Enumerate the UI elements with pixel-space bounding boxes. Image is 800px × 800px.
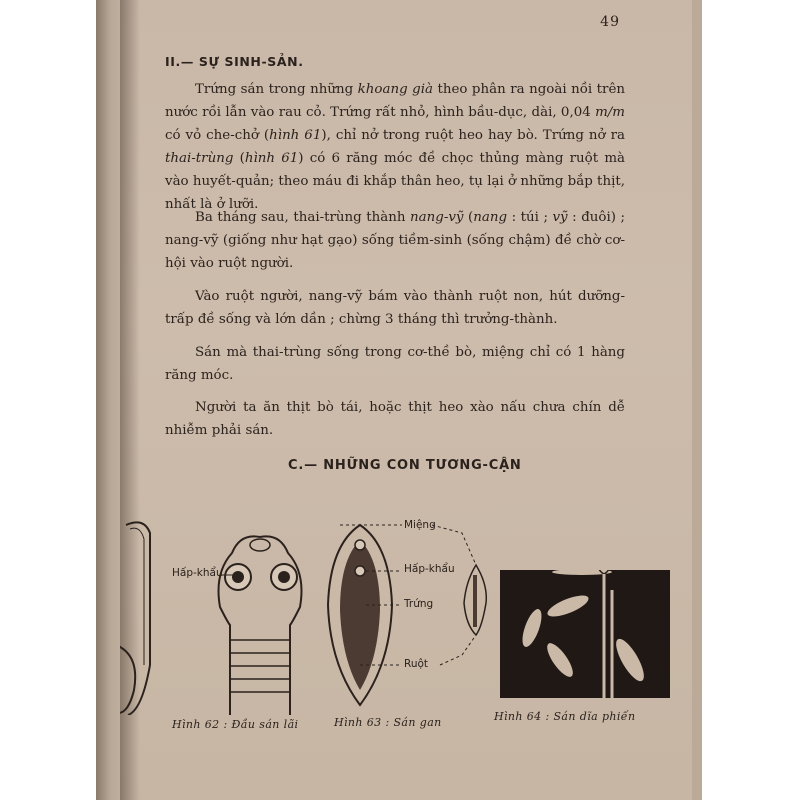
label-hap-khau-63: Hấp-khẩu [404,563,455,575]
text-run: Ba tháng sau, thai-trùng thành [195,210,411,225]
italic-run: hình 61 [269,128,322,143]
text-run: ) có 6 răng móc đề chọc thủng màng ruột mà vào huyết-quản; theo máu đi khắp thân heo, tụ lại ở những bắp thịt, nhất là ở lưỡi. [165,151,625,212]
text-run: Người ta ăn thịt bò tái, hoặc thịt heo xào nấu chưa chín dễ nhiễm phải sán. [165,400,625,438]
figure-64-pond-scene [500,570,680,700]
italic-run: m/m [595,105,625,120]
figure-62-tapeworm-head [120,515,340,715]
text-run: có vỏ che-chở ( [165,128,270,143]
text-run: ( [463,210,474,225]
paragraph-beef-tapeworm [165,341,625,387]
section-heading-c: C.— NHỮNG CON TƯƠNG-CẬN [288,458,522,473]
text-run: Sán mà thai-trùng sống trong cơ-thề bò, miệng chỉ có 1 hàng răng móc. [165,345,625,383]
page-right-edge [692,0,702,800]
italic-run: thai-trùng [165,151,234,166]
text-run: : túi ; [507,210,553,225]
caption-figure-62: Hình 62 : Đầu sán lãi [172,718,299,731]
text-run: ), chỉ nở trong ruột heo hay bò. Trứng nở ra [321,128,625,143]
label-ruot: Ruột [404,658,429,670]
page-number: 49 [600,14,620,30]
italic-run: nang-vỹ [410,210,464,225]
leader-line-hap-khau-62 [220,570,240,580]
italic-run: nang [473,210,508,225]
section-title: II.— SỰ SINH-SẢN. [165,54,304,69]
label-mieng: Miệng [404,519,436,531]
paragraph-cyst [165,206,625,275]
text-run: ( [233,151,245,166]
text-run: Vào ruột người, nang-vỹ bám vào thành ruột non, hút dưỡng-trấp đề sống và lớn dần ; chừng 3 tháng thì trưởng-thành. [165,289,625,327]
text-run: theo phân ra ngoài nồi trên nước rồi lẫn vào rau cỏ. Trứng rất nhỏ, hình bầu-dục, dài, 0,04 [165,82,625,120]
caption-figure-64: Hình 64 : Sán dĩa phiến [494,710,636,723]
italic-run: hình 61 [244,151,299,166]
paragraph-infection [165,396,625,442]
paragraph-eggs [165,78,625,216]
italic-run: vỹ [552,210,568,225]
text-run: Trứng sán trong những [195,82,358,97]
text-run: : đuôi) ; nang-vỹ (giống như hạt gạo) sống tiềm-sinh (sống chậm) đề chờ cơ-hội vào ruột người. [165,210,625,271]
book-page [120,0,702,800]
paragraph-intestine [165,285,625,331]
label-hap-khau-62: Hấp-khẩu [172,567,223,579]
label-trung: Trứng [404,598,434,610]
caption-figure-63: Hình 63 : Sán gan [334,716,442,729]
figure-63-liver-fluke [320,515,500,715]
italic-run: khoang già [357,82,433,97]
